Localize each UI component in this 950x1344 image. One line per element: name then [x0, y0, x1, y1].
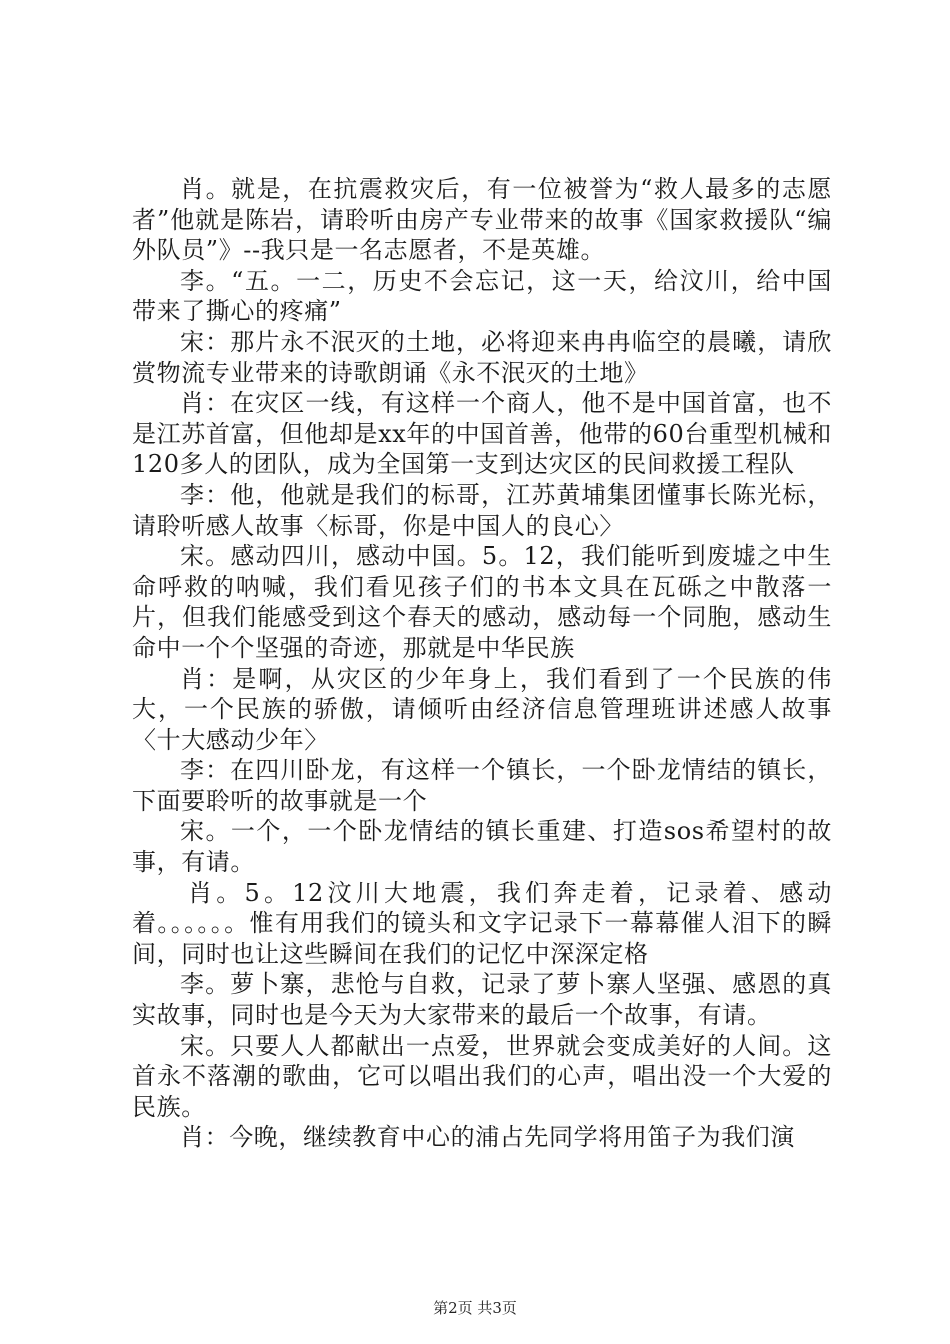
paragraph: 李。萝卜寨，悲怆与自救，记录了萝卜寨人坚强、感恩的真实故事，同时也是今天为大家带来的最后一个故事，有请。 — [132, 970, 832, 1030]
paragraph: 肖：今晚，继续教育中心的浦占先同学将用笛子为我们演 — [180, 1123, 795, 1152]
paragraph: 肖：在灾区一线，有这样一个商人，他不是中国首富，也不是江苏首富，但他却是xx年的中国首善，他带的60台重型机械和120多人的团队，成为全国第一支到达灾区的民间救援工程队 — [132, 389, 832, 479]
paragraph: 李。“五。一二，历史不会忘记，这一天，给汶川，给中国带来了撕心的疼痛” — [132, 266, 832, 326]
paragraph: 肖：是啊，从灾区的少年身上，我们看到了一个民族的伟大，一个民族的骄傲，请倾听由经济信息管理班讲述感人故事〈十大感动少年〉 — [132, 664, 832, 754]
paragraph: 宋。感动四川，感动中国。5。12，我们能听到废墟之中生命呼救的呐喊，我们看见孩子们的书本文具在瓦砾之中散落一片，但我们能感受到这个春天的感动，感动每一个同胞，感动生命中一个个坚强的奇迹，那就是中华民族 — [132, 542, 832, 662]
paragraph: 肖。就是，在抗震救灾后，有一位被誉为“救人最多的志愿者”他就是陈岩，请聆听由房产专业带来的故事《国家救援队“编外队员”》--我只是一名志愿者，不是英雄。 — [132, 175, 832, 265]
paragraph: 肖。5。12汶川大地震，我们奔走着，记录着、感动着。。。。。。惟有用我们的镜头和文字记录下一幕幕催人泪下的瞬间，同时也让这些瞬间在我们的记忆中深深定格 — [132, 878, 832, 968]
paragraph: 宋。一个，一个卧龙情结的镇长重建、打造sos希望村的故事，有请。 — [132, 817, 832, 877]
body-text — [132, 174, 832, 1153]
paragraph: 宋。只要人人都献出一点爱，世界就会变成美好的人间。这首永不落潮的歌曲，它可以唱出我们的心声，唱出没一个大爱的民族。 — [132, 1031, 832, 1121]
paragraph: 李：他，他就是我们的标哥，江苏黄埔集团懂事长陈光标，请聆听感人故事〈标哥，你是中国人的良心〉 — [132, 480, 832, 540]
page-footer: 第2页 共3页 — [433, 1299, 517, 1317]
paragraph: 宋：那片永不泯灭的土地，必将迎来冉冉临空的晨曦，请欣赏物流专业带来的诗歌朗诵《永不泯灭的土地》 — [132, 327, 832, 387]
paragraph: 李：在四川卧龙，有这样一个镇长，一个卧龙情结的镇长，下面要聆听的故事就是一个 — [132, 756, 832, 815]
